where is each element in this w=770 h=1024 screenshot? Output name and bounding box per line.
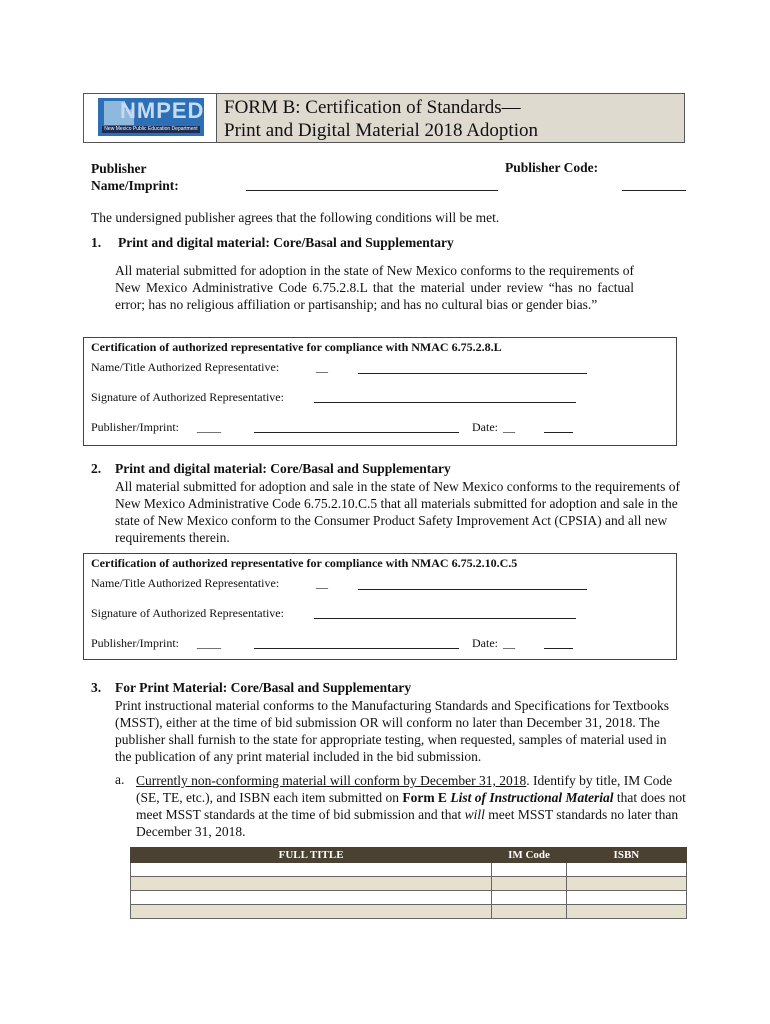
section2-signature-field[interactable] (314, 618, 576, 619)
isbn-cell[interactable] (566, 863, 686, 877)
publisher-name-field[interactable] (246, 190, 498, 191)
section2-signature-label: Signature of Authorized Representative: (91, 606, 284, 620)
section1-heading: Print and digital material: Core/Basal and Supplementary (118, 235, 454, 250)
section3a-body (136, 772, 686, 840)
section2-heading: Print and digital material: Core/Basal and Supplementary (115, 461, 451, 476)
section2-imprint-field[interactable] (254, 648, 459, 649)
section2-name-title-label: Name/Title Authorized Representative: (91, 576, 280, 590)
section3-number: 3. (91, 680, 102, 695)
section3-body: Print instructional material conforms to the Manufacturing Standards and Specifications for Textbooks (MSST), either at the time of bid submission OR will conform no later than December 31, 2018. The publisher shall furnish to the state for appropriate testing, when requested, samples of material used in the publication of any print material included in the bid submission. (115, 698, 670, 764)
table-row (131, 863, 687, 877)
section3a-text1: . Identify by title, IM Code (SE, TE, etc.), and ISBN each item submitted on (136, 773, 673, 805)
column-header-im-code: IM Code (492, 848, 567, 863)
section1-signature-field[interactable] (314, 402, 576, 403)
column-header-isbn: ISBN (566, 848, 686, 863)
full-title-cell[interactable] (131, 891, 492, 905)
section1-date-field[interactable] (544, 432, 573, 433)
nmped-logo (98, 98, 204, 136)
section1-body: All material submitted for adoption in the state of New Mexico conforms to the requirements of New Mexico Administrative Code 6.75.2.8.L that the material under review “has no factual error; has no religious affiliation or partisanship; and has no cultural bias or gender bias.” (115, 263, 634, 312)
full-title-cell[interactable] (131, 905, 492, 919)
publisher-code-field[interactable] (622, 190, 686, 191)
full-title-cell[interactable] (131, 863, 492, 877)
table-row (131, 905, 687, 919)
section2-imprint-value: ____ (197, 636, 221, 650)
section2-cert-title: Certification of authorized representative for compliance with NMAC 6.75.2.10.C.5 (91, 556, 518, 570)
isbn-cell[interactable] (566, 891, 686, 905)
publisher-code-label: Publisher Code: (505, 160, 599, 175)
im-code-cell[interactable] (492, 877, 567, 891)
im-code-cell[interactable] (492, 891, 567, 905)
section3a-will: will (464, 807, 485, 822)
section3a-underlined: Currently non-conforming material will conform by December 31, 2018 (136, 773, 527, 788)
section1-date-label: Date: (472, 420, 498, 434)
form-title-line1: FORM B: Certification of Standards— (224, 97, 521, 118)
non-conforming-material-table (130, 847, 687, 919)
section1-date-value: __ (503, 420, 515, 434)
section2-date-field[interactable] (544, 648, 573, 649)
section1-cert-title: Certification of authorized representative for compliance with NMAC 6.75.2.8.L (91, 340, 502, 354)
section2-body: All material submitted for adoption and sale in the state of New Mexico conforms to the requirements of New Mexico Administrative Code 6.75.2.10.C.5 that all materials submitted for adoption and sale in the state of New Mexico conform to the Consumer Product Safety Improvement Act (CPSIA) and all new requirements therein. (115, 479, 680, 545)
logo (84, 94, 217, 142)
table-row (131, 877, 687, 891)
im-code-cell[interactable] (492, 863, 567, 877)
logo-text: NMPED (120, 98, 205, 123)
section3-heading: For Print Material: Core/Basal and Supplementary (115, 680, 412, 695)
isbn-cell[interactable] (566, 877, 686, 891)
publisher-label-line2: Name/Imprint: (91, 178, 179, 193)
isbn-cell[interactable] (566, 905, 686, 919)
section1-imprint-label: Publisher/Imprint: (91, 420, 179, 434)
section2-date-value: __ (503, 636, 515, 650)
section3a-text2: that does not meet MSST standards at the time of bid submission and that (136, 790, 686, 822)
section2-name-title-value: __ (316, 576, 328, 590)
section3a-list-title1: List of Instructional (450, 790, 563, 805)
section1-name-title-field[interactable] (358, 373, 587, 374)
column-header-full-title: FULL TITLE (131, 848, 492, 863)
form-title-line2: Print and Digital Material 2018 Adoption (224, 120, 538, 141)
section1-signature-label: Signature of Authorized Representative: (91, 390, 284, 404)
logo-tagline: New Mexico Public Education Department (102, 126, 200, 133)
section1-certification-box (83, 337, 677, 446)
section3a-form-e: Form E (402, 790, 451, 805)
form-header (83, 93, 685, 143)
section2-name-title-field[interactable] (358, 589, 587, 590)
publisher-name-label (91, 160, 179, 194)
intro-text: The undersigned publisher agrees that the following conditions will be met. (91, 210, 500, 225)
section2-certification-box (83, 553, 677, 660)
form-title (224, 96, 538, 142)
section3a-letter: a. (115, 772, 125, 787)
section1-number: 1. (91, 235, 102, 250)
section1-name-title-value: __ (316, 360, 328, 374)
section1-imprint-field[interactable] (254, 432, 459, 433)
section2-number: 2. (91, 461, 102, 476)
section1-imprint-value: ____ (197, 420, 221, 434)
im-code-cell[interactable] (492, 905, 567, 919)
section2-date-label: Date: (472, 636, 498, 650)
publisher-label-line1: Publisher (91, 161, 147, 176)
full-title-cell[interactable] (131, 877, 492, 891)
section2-imprint-label: Publisher/Imprint: (91, 636, 179, 650)
table-row (131, 891, 687, 905)
section3a-text3: meet MSST standards no later than December 31, 2018. (136, 807, 679, 839)
section1-name-title-label: Name/Title Authorized Representative: (91, 360, 280, 374)
section3a-list-title2: Material (565, 790, 614, 805)
